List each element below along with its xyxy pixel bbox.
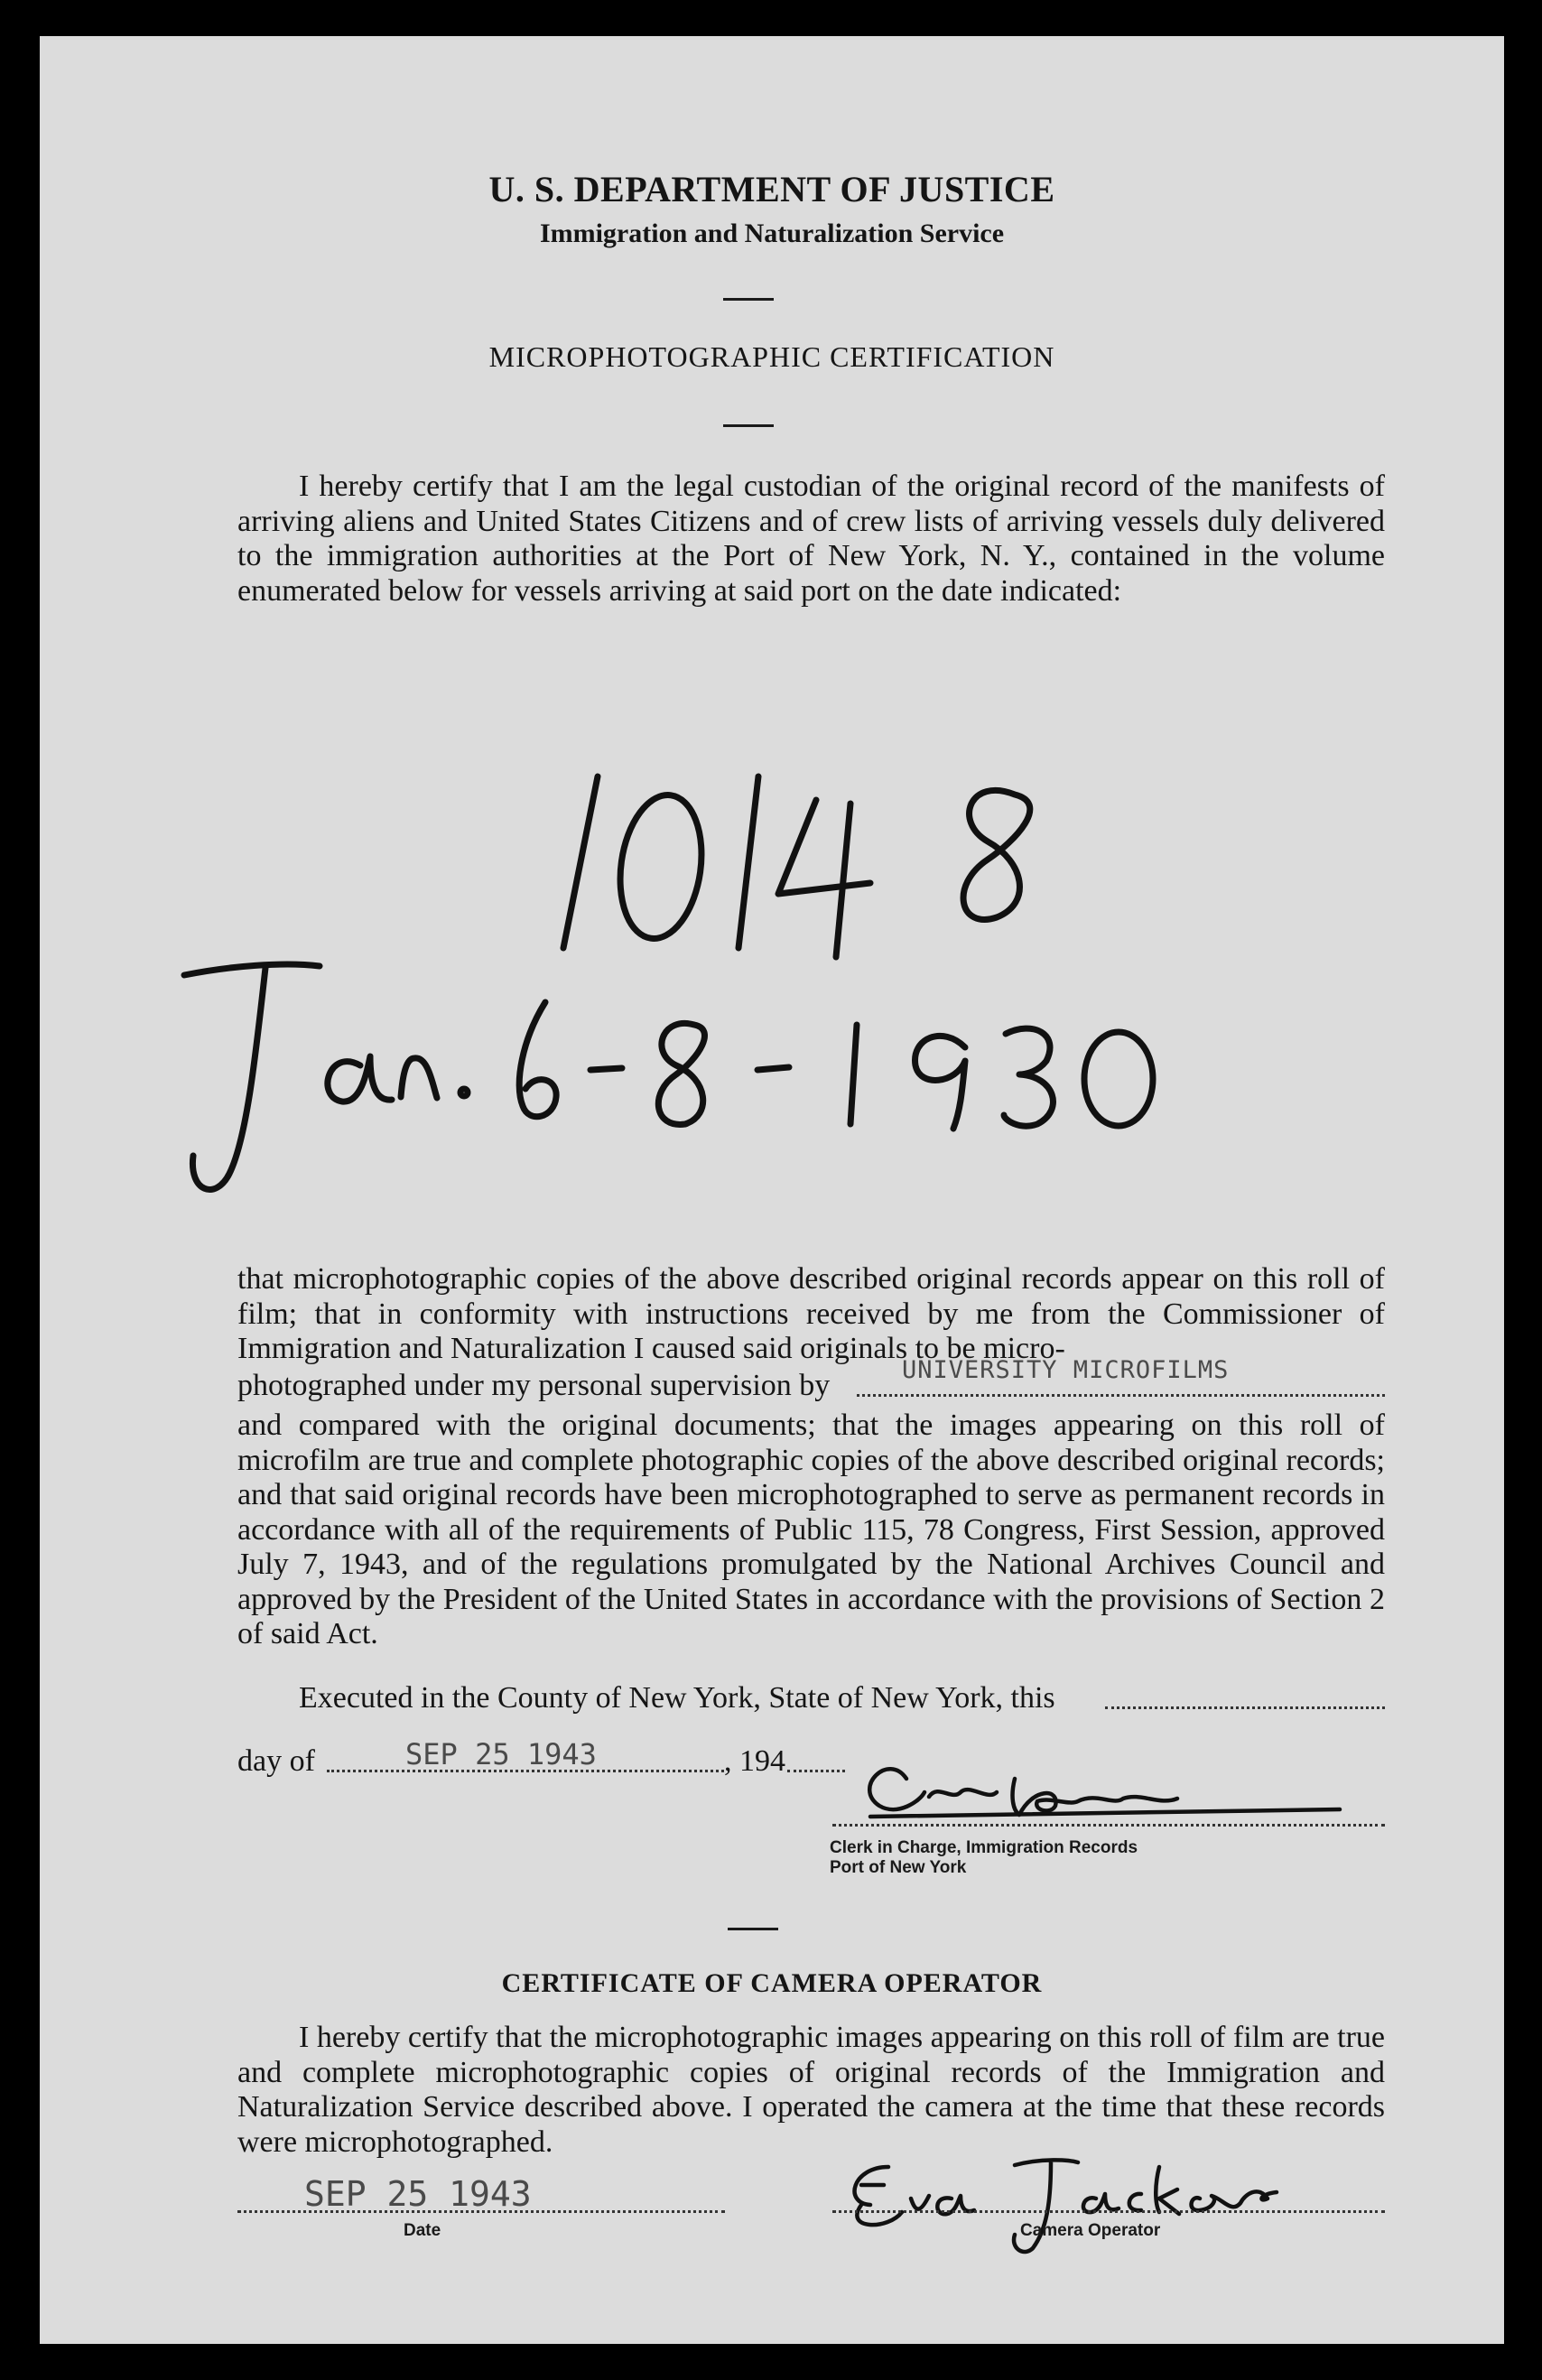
certificate-page bbox=[40, 36, 1504, 2344]
executed-line: Executed in the County of New York, State of New York, this bbox=[299, 1681, 1055, 1715]
executed-blank bbox=[1105, 1706, 1385, 1709]
section-title: MICROPHOTOGRAPHIC CERTIFICATION bbox=[488, 340, 1055, 373]
executed-date-stamp: SEP 25 1943 bbox=[405, 1737, 597, 1771]
handwritten-volume-number bbox=[545, 740, 1177, 957]
camera-operator-line bbox=[832, 2210, 1385, 2213]
camera-date-line bbox=[237, 2210, 725, 2213]
supervision-line-label: photographed under my personal supervision by bbox=[237, 1369, 831, 1402]
department-title: U. S. DEPARTMENT OF JUSTICE bbox=[488, 169, 1055, 209]
handwritten-date bbox=[166, 939, 1204, 1228]
camera-operator-label: Camera Operator bbox=[1020, 2221, 1161, 2240]
divider bbox=[728, 1928, 778, 1930]
service-subtitle: Immigration and Naturalization Service bbox=[539, 218, 1005, 248]
camera-paragraph: I hereby certify that the microphotographic images appearing on this roll of film are true and complete microphotographic copies of original records of the Immigration and Naturalization Service described above. I operated the camera at the time that these records were microphotographed. bbox=[237, 2021, 1385, 2159]
divider bbox=[723, 298, 774, 301]
intro-paragraph: I hereby certify that I am the legal custodian of the original record of the manifests of arriving aliens and United States Citizens and of crew lists of arriving vessels duly delivered to the immigration authorities at the Port of New York, N. Y., contained in the volume enumerated below for vessels arriving at said port on the date indicated: bbox=[237, 469, 1385, 608]
camera-heading: CERTIFICATE OF CAMERA OPERATOR bbox=[501, 1968, 1043, 1998]
camera-date-stamp: SEP 25 1943 bbox=[304, 2174, 532, 2214]
clerk-signature bbox=[852, 1752, 1358, 1833]
company-stamp: UNIVERSITY MICROFILMS bbox=[902, 1356, 1230, 1384]
clerk-signature-line bbox=[832, 1824, 1385, 1827]
divider bbox=[723, 424, 774, 427]
camera-date-label: Date bbox=[404, 2221, 441, 2240]
day-of-label: day of bbox=[237, 1744, 315, 1778]
clerk-title-line2: Port of New York bbox=[830, 1858, 967, 1877]
year-prefix: , 194 bbox=[724, 1744, 785, 1778]
camera-operator-signature bbox=[834, 2149, 1340, 2257]
certification-paragraph-part2: and compared with the original documents; that the images appearing on this roll of microfilm are true and complete photographic copies of the above described original records; and that said original records have been microphotographed to serve as permanent records in accordance with all of the requirements of Public 115, 78 Congress, First Session, approved July 7, 1943, and of the regulations promulgated by the National Archives Council and approved by the President of the United States in accordance with the provisions of Section 2 of said Act. bbox=[237, 1408, 1385, 1650]
supervision-blank bbox=[857, 1394, 1385, 1397]
certification-paragraph-part1: that microphotographic copies of the above described original records appear on this roll of film; that in conformity with instructions received by me from the Commissioner of Immigration and Naturalization I caused said originals to be micro- bbox=[237, 1262, 1385, 1365]
clerk-title-line1: Clerk in Charge, Immigration Records bbox=[830, 1838, 1138, 1857]
year-blank bbox=[787, 1770, 845, 1772]
